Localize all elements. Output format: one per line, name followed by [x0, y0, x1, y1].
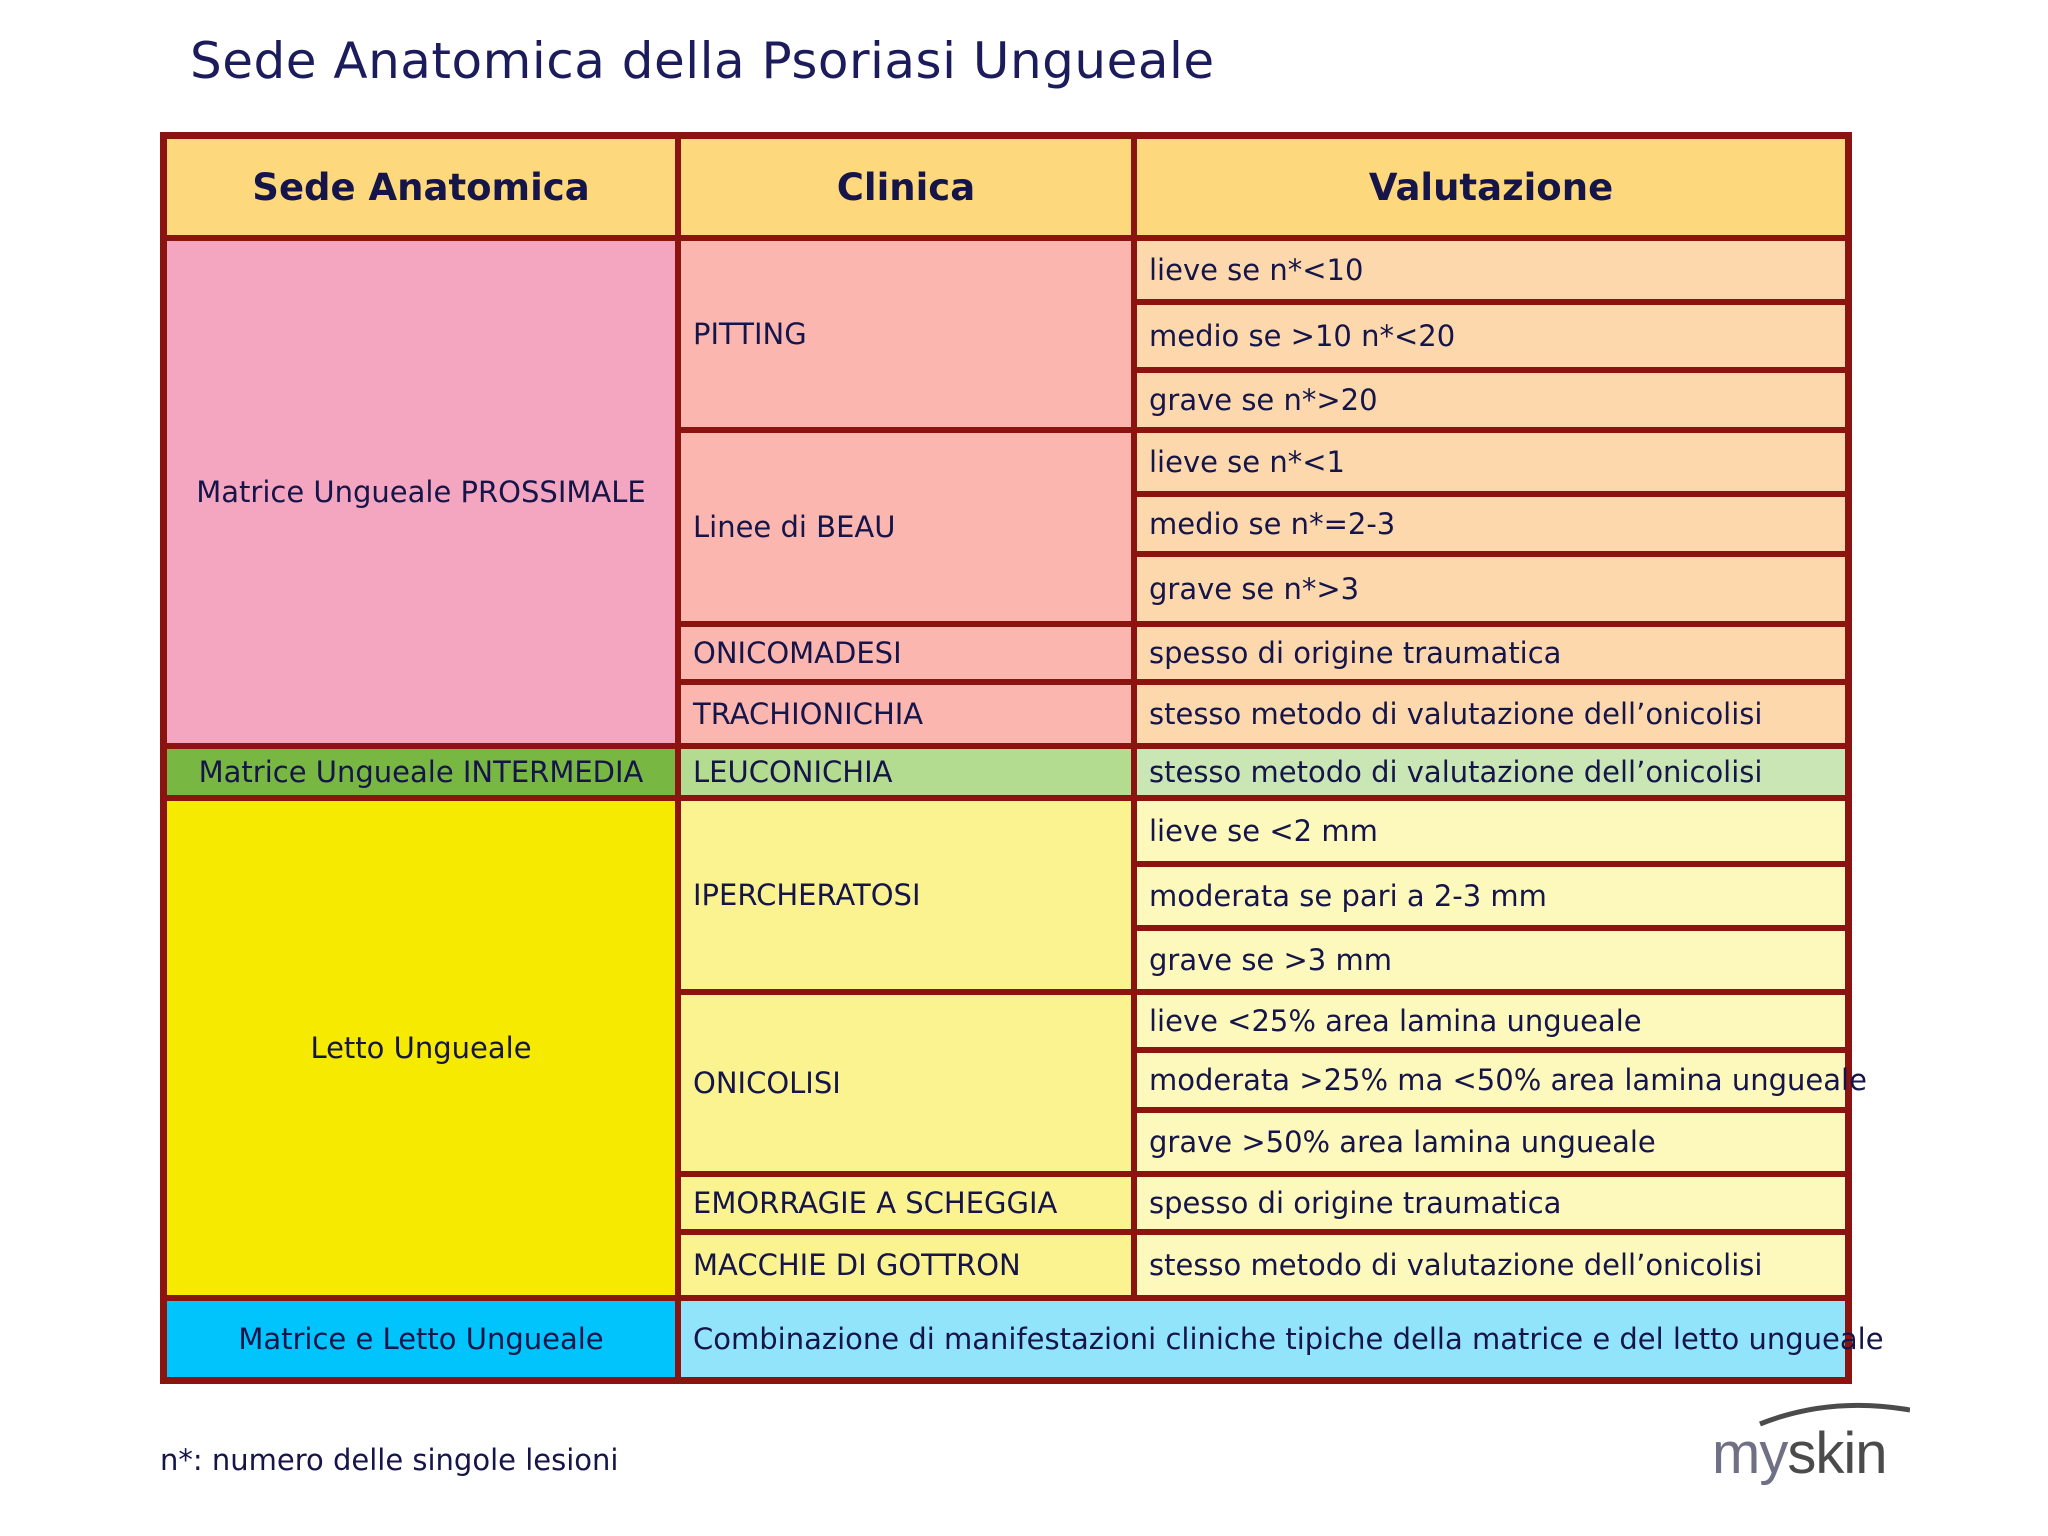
valutazione-trachionichia: stesso metodo di valutazione dell’onicolisi [1137, 685, 1845, 743]
sede-matrice-letto: Matrice e Letto Ungueale [167, 1301, 675, 1377]
valutazione-ipercheratosi-lieve: lieve se <2 mm [1137, 801, 1845, 861]
logo-my: my [1712, 1421, 1788, 1486]
clinica-pitting: PITTING [681, 241, 1131, 427]
clinica-linee-beau: Linee di BEAU [681, 433, 1131, 621]
valutazione-onicolisi-moderata: moderata >25% ma <50% area lamina ungueale [1137, 1053, 1845, 1107]
page-title: Sede Anatomica della Psoriasi Ungueale [190, 32, 1215, 90]
clinica-trachionichia: TRACHIONICHIA [681, 685, 1131, 743]
valutazione-beau-medio: medio se n*=2-3 [1137, 497, 1845, 551]
psoriasis-table [160, 132, 1884, 1384]
valutazione-pitting-lieve: lieve se n*<10 [1137, 241, 1845, 299]
clinica-leuconichia: LEUCONICHIA [681, 749, 1131, 795]
valutazione-pitting-grave: grave se n*>20 [1137, 373, 1845, 427]
sede-matrice-intermedia: Matrice Ungueale INTERMEDIA [167, 749, 675, 795]
myskin-logo [1700, 1390, 1910, 1490]
valutazione-gottron: stesso metodo di valutazione dell’onicolisi [1137, 1235, 1845, 1295]
valutazione-ipercheratosi-grave: grave se >3 mm [1137, 931, 1845, 989]
clinica-onicomadesi: ONICOMADESI [681, 627, 1131, 679]
clinica-emorragie-scheggia: EMORRAGIE A SCHEGGIA [681, 1177, 1131, 1229]
header-sede: Sede Anatomica [167, 139, 675, 235]
clinica-ipercheratosi: IPERCHERATOSI [681, 801, 1131, 989]
footnote: n*: numero delle singole lesioni [160, 1443, 619, 1477]
header-valutazione: Valutazione [1137, 139, 1845, 235]
valutazione-onicomadesi: spesso di origine traumatica [1137, 627, 1845, 679]
valutazione-beau-grave: grave se n*>3 [1137, 557, 1845, 621]
logo-text [1712, 1420, 1886, 1487]
valutazione-emorragie: spesso di origine traumatica [1137, 1177, 1845, 1229]
clinica-onicolisi: ONICOLISI [681, 995, 1131, 1171]
valutazione-leuconichia: stesso metodo di valutazione dell’onicolisi [1137, 749, 1845, 795]
valutazione-onicolisi-grave: grave >50% area lamina ungueale [1137, 1113, 1845, 1171]
logo-skin: skin [1787, 1421, 1887, 1486]
valutazione-onicolisi-lieve: lieve <25% area lamina ungueale [1137, 995, 1845, 1047]
clinica-macchie-gottron: MACCHIE DI GOTTRON [681, 1235, 1131, 1295]
header-clinica: Clinica [681, 139, 1131, 235]
valutazione-ipercheratosi-moderata: moderata se pari a 2-3 mm [1137, 867, 1845, 925]
sede-matrice-prossimale: Matrice Ungueale PROSSIMALE [167, 241, 675, 743]
valutazione-pitting-medio: medio se >10 n*<20 [1137, 305, 1845, 367]
sede-letto-ungueale: Letto Ungueale [167, 801, 675, 1295]
valutazione-beau-lieve: lieve se n*<1 [1137, 433, 1845, 491]
clinica-combinazione: Combinazione di manifestazioni cliniche tipiche della matrice e del letto ungueale [681, 1301, 1845, 1377]
